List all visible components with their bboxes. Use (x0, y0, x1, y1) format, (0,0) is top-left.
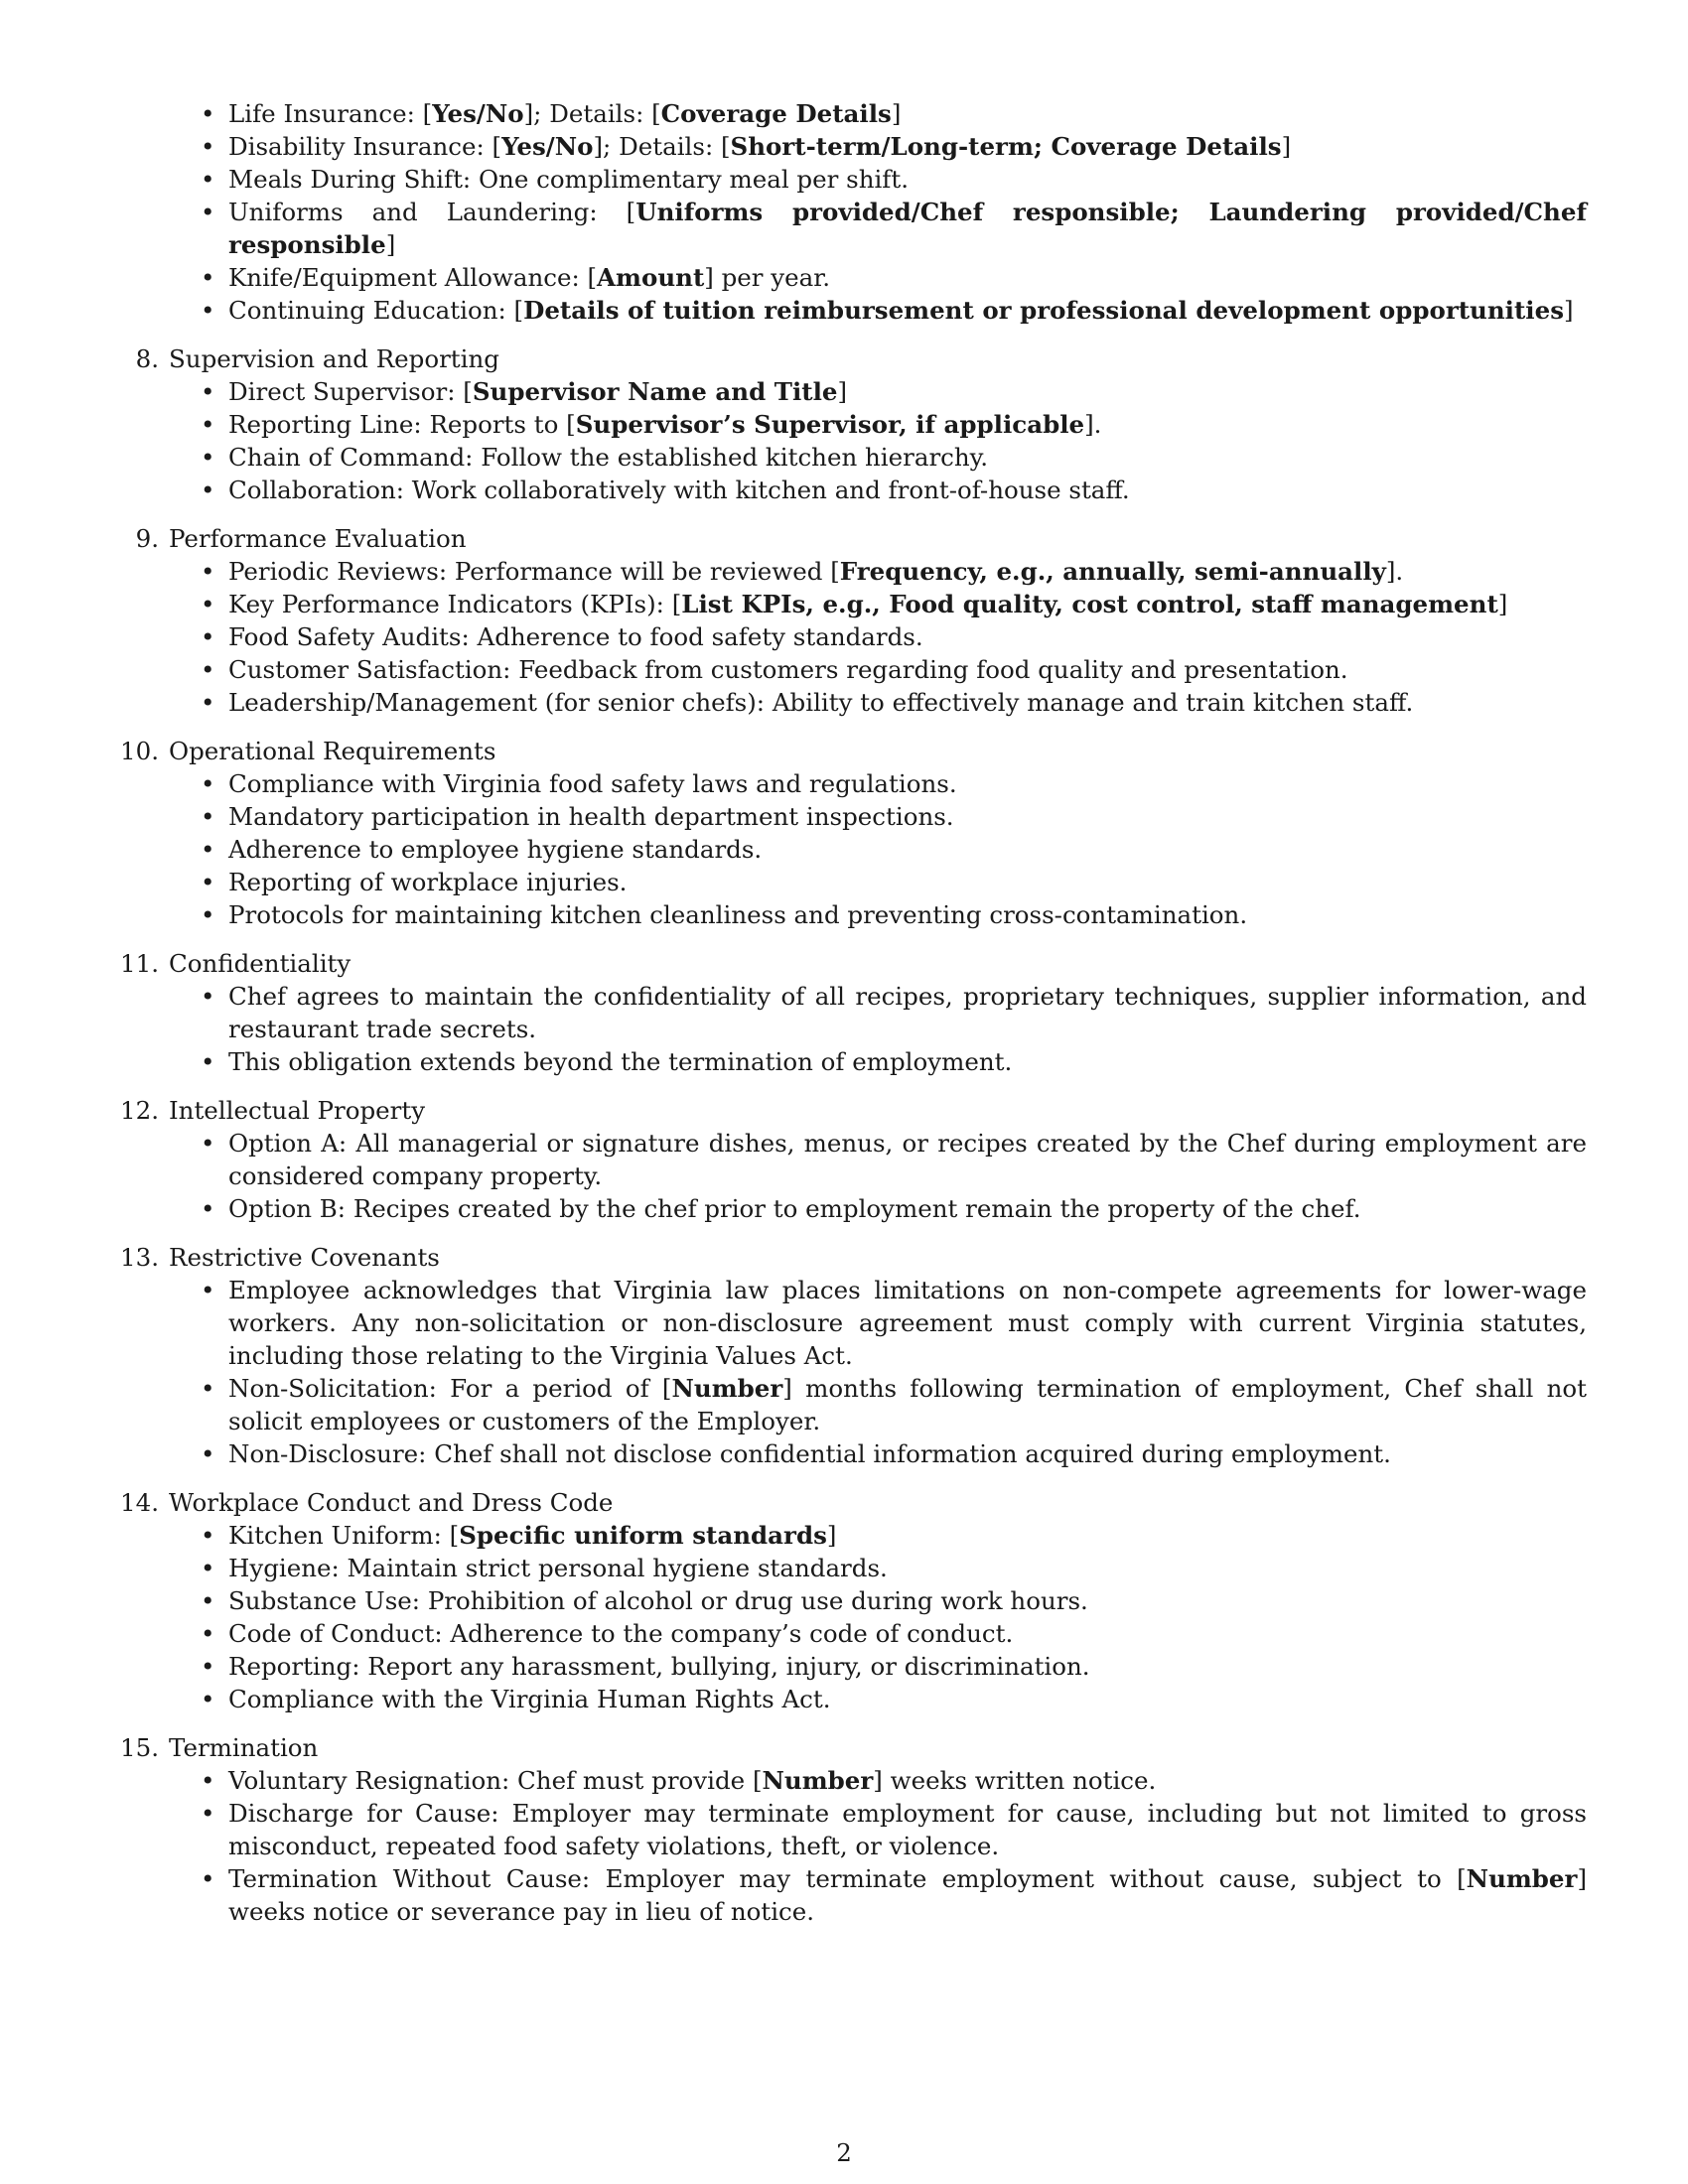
list-item (117, 261, 1587, 294)
list-item (117, 474, 1587, 506)
placeholder-text: Short-term/Long-term; Coverage Details (730, 132, 1282, 161)
list-item (117, 1372, 1587, 1437)
item-text: Hygiene: Maintain strict personal hygiene standards. (228, 1554, 888, 1582)
list-item (117, 1650, 1587, 1683)
section (117, 522, 1587, 719)
section-list (117, 1764, 1587, 1928)
section-heading (117, 1486, 1587, 1519)
list-item (117, 1862, 1587, 1928)
list-item (117, 1045, 1587, 1078)
placeholder-text: Frequency, e.g., annually, semi-annually (839, 557, 1386, 586)
placeholder-text: Specific uniform standards (459, 1521, 827, 1550)
placeholder-text: Number (762, 1766, 874, 1795)
section (117, 1486, 1587, 1715)
list-item (117, 130, 1587, 163)
list-item (117, 588, 1587, 620)
item-text: ] (837, 377, 848, 406)
list-item (117, 800, 1587, 833)
section (117, 1094, 1587, 1225)
placeholder-text: Details of tuition reimbursement or professional development opportunities (523, 296, 1564, 325)
item-text: ]; Details: [ (523, 99, 661, 128)
list-item (117, 97, 1587, 130)
item-text: Key Performance Indicators (KPIs): [ (228, 590, 682, 618)
list-item (117, 1617, 1587, 1650)
item-text: ] (1281, 132, 1292, 161)
list-item (117, 1127, 1587, 1192)
list-item (117, 980, 1587, 1045)
item-text: Collaboration: Work collaboratively with kitchen and front-of-house staff. (228, 476, 1130, 504)
list-item (117, 620, 1587, 653)
item-text: Option B: Recipes created by the chef prior to employment remain the property of the chef. (228, 1194, 1361, 1223)
item-text: Periodic Reviews: Performance will be reviewed [ (228, 557, 840, 586)
item-text: Non-Solicitation: For a period of [ (228, 1374, 672, 1403)
item-text: Uniforms and Laundering: [ (228, 198, 636, 226)
placeholder-text: Uniforms provided/Chef responsible; Laundering provided/Chef responsible (228, 198, 1587, 259)
section (117, 735, 1587, 931)
item-text: ]; Details: [ (593, 132, 731, 161)
item-text: Code of Conduct: Adherence to the company’s code of conduct. (228, 1619, 1014, 1648)
list-item (117, 653, 1587, 686)
placeholder-text: Yes/No (501, 132, 594, 161)
list-item (117, 294, 1587, 327)
section-heading (117, 522, 1587, 555)
item-text: ]. (1084, 410, 1102, 439)
section-title: Intellectual Property (169, 1096, 426, 1125)
list-item (117, 1519, 1587, 1552)
continued-benefits-list (117, 97, 1587, 327)
placeholder-text: Coverage Details (660, 99, 892, 128)
page-number: 2 (836, 2138, 852, 2167)
section-number: 8. (135, 344, 159, 373)
section (117, 1241, 1587, 1470)
item-text: Continuing Education: [ (228, 296, 524, 325)
section-list (117, 980, 1587, 1078)
item-text: This obligation extends beyond the termination of employment. (228, 1047, 1013, 1076)
list-item (117, 375, 1587, 408)
list-item (117, 441, 1587, 474)
item-text: Employee acknowledges that Virginia law places limitations on non-compete agreements for lower-wage workers. Any non-solicitation or non-disclosure agreement must comply with current Virginia statutes, including those relating to the Virginia Values Act. (228, 1276, 1587, 1370)
section-title: Performance Evaluation (169, 524, 467, 553)
item-text: Substance Use: Prohibition of alcohol or drug use during work hours. (228, 1586, 1088, 1615)
placeholder-text: Yes/No (432, 99, 524, 128)
item-text: Customer Satisfaction: Feedback from customers regarding food quality and presentation. (228, 655, 1348, 684)
placeholder-text: Number (1466, 1864, 1578, 1893)
section-heading (117, 1731, 1587, 1764)
list-item (117, 1683, 1587, 1715)
list-item (117, 163, 1587, 196)
item-text: ] weeks written notice. (873, 1766, 1157, 1795)
list-item (117, 1584, 1587, 1617)
item-text: ] months following termination of employment, Chef shall not solicit employees or customers of the Employer. (228, 1374, 1587, 1435)
item-text: Meals During Shift: One complimentary meal per shift. (228, 165, 910, 194)
item-text: Food Safety Audits: Adherence to food safety standards. (228, 622, 923, 651)
placeholder-text: Supervisor Name and Title (472, 377, 838, 406)
document-page (117, 97, 1587, 1928)
list-item (117, 833, 1587, 866)
item-text: ] (385, 230, 396, 259)
section-number: 15. (120, 1733, 159, 1762)
item-text: ] (891, 99, 902, 128)
section-title: Restrictive Covenants (169, 1243, 440, 1272)
list-item (117, 898, 1587, 931)
list-item (117, 1764, 1587, 1797)
item-text: Knife/Equipment Allowance: [ (228, 263, 598, 292)
section-number: 13. (120, 1243, 159, 1272)
section-title: Operational Requirements (169, 737, 496, 765)
item-text: Termination Without Cause: Employer may terminate employment without cause, subject to [ (228, 1864, 1467, 1893)
item-text: ]. (1385, 557, 1404, 586)
section-title: Workplace Conduct and Dress Code (169, 1488, 614, 1517)
item-text: Kitchen Uniform: [ (228, 1521, 460, 1550)
item-text: Voluntary Resignation: Chef must provide [ (228, 1766, 763, 1795)
section-title: Supervision and Reporting (169, 344, 499, 373)
item-text: Leadership/Management (for senior chefs): Ability to effectively manage and train kitchen staff. (228, 688, 1414, 717)
item-text: Reporting Line: Reports to [ (228, 410, 576, 439)
item-text: Protocols for maintaining kitchen cleanliness and preventing cross-contamination. (228, 900, 1248, 929)
section-heading (117, 1241, 1587, 1274)
item-text: ] (1563, 296, 1574, 325)
list-item (117, 1192, 1587, 1225)
item-text: Chain of Command: Follow the established kitchen hierarchy. (228, 443, 989, 472)
list-item (117, 686, 1587, 719)
section-list (117, 375, 1587, 506)
section-list (117, 1274, 1587, 1470)
item-text: Direct Supervisor: [ (228, 377, 473, 406)
section-number: 10. (120, 737, 159, 765)
section-number: 11. (120, 949, 159, 978)
section-heading (117, 1094, 1587, 1127)
list-item (117, 1552, 1587, 1584)
section-heading (117, 735, 1587, 767)
section-list (117, 1127, 1587, 1225)
item-text: Non-Disclosure: Chef shall not disclose confidential information acquired during employment. (228, 1439, 1391, 1468)
section-list (117, 555, 1587, 719)
sections-container (117, 342, 1587, 1928)
item-text: Mandatory participation in health department inspections. (228, 802, 954, 831)
item-text: Discharge for Cause: Employer may terminate employment for cause, including but not limited to gross misconduct, repeated food safety violations, theft, or violence. (228, 1799, 1587, 1860)
section-heading (117, 342, 1587, 375)
placeholder-text: Amount (597, 263, 705, 292)
item-text: Adherence to employee hygiene standards. (228, 835, 763, 864)
item-text: ] (1497, 590, 1508, 618)
section-number: 14. (120, 1488, 159, 1517)
list-item (117, 1437, 1587, 1470)
section-list (117, 1519, 1587, 1715)
section (117, 947, 1587, 1078)
section (117, 342, 1587, 506)
item-text: Compliance with the Virginia Human Rights Act. (228, 1685, 831, 1713)
placeholder-text: Number (671, 1374, 783, 1403)
item-text: ] weeks notice or severance pay in lieu of notice. (228, 1864, 1587, 1926)
section-number: 12. (120, 1096, 159, 1125)
section-list (117, 767, 1587, 931)
list-item (117, 866, 1587, 898)
list-item (117, 196, 1587, 261)
section-number: 9. (135, 524, 159, 553)
section (117, 1731, 1587, 1928)
item-text: Chef agrees to maintain the confidentiality of all recipes, proprietary techniques, supplier information, and restaurant trade secrets. (228, 982, 1587, 1043)
section-title: Termination (169, 1733, 319, 1762)
section-title: Confidentiality (169, 949, 352, 978)
placeholder-text: Supervisor’s Supervisor, if applicable (575, 410, 1085, 439)
list-item (117, 555, 1587, 588)
item-text: Option A: All managerial or signature dishes, menus, or recipes created by the Chef during employment are considered company property. (228, 1129, 1587, 1190)
item-text: Disability Insurance: [ (228, 132, 502, 161)
list-item (117, 1274, 1587, 1372)
item-text: Life Insurance: [ (228, 99, 433, 128)
item-text: ] (826, 1521, 837, 1550)
placeholder-text: List KPIs, e.g., Food quality, cost control, staff management (681, 590, 1498, 618)
item-text: ] per year. (704, 263, 831, 292)
list-item (117, 1797, 1587, 1862)
item-text: Reporting: Report any harassment, bullying, injury, or discrimination. (228, 1652, 1090, 1681)
item-text: Reporting of workplace injuries. (228, 868, 628, 896)
list-item (117, 767, 1587, 800)
list-item (117, 408, 1587, 441)
item-text: Compliance with Virginia food safety laws and regulations. (228, 769, 957, 798)
section-heading (117, 947, 1587, 980)
